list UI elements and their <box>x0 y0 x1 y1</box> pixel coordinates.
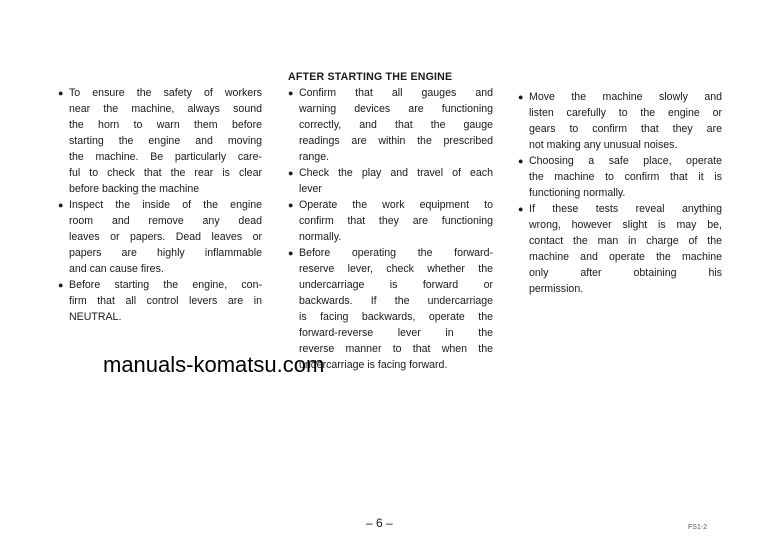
text-line: gears to confirm that they are <box>529 123 722 135</box>
bullet-icon: ● <box>288 168 294 178</box>
bullet-item <box>288 197 493 245</box>
text-line: Inspect the inside of the engine <box>69 199 262 211</box>
text-line: before backing the machine <box>69 183 200 195</box>
bullet-item <box>518 201 722 297</box>
text-line: room and remove any dead <box>69 215 262 227</box>
watermark: manuals-komatsu.com <box>103 352 325 377</box>
text-line: the machine. Be particularly care- <box>69 151 262 163</box>
document-code: FS1-2 <box>688 524 708 531</box>
text-line: backwards. If the undercarriage <box>299 295 493 307</box>
bullet-icon: ● <box>288 248 294 258</box>
text-line: confirm that they are functioning <box>299 215 493 227</box>
bullet-item <box>58 85 262 197</box>
text-line: correctly, and that the gauge <box>299 119 493 131</box>
bullet-icon: ● <box>518 204 524 214</box>
bullet-icon: ● <box>518 92 524 102</box>
text-line: To ensure the safety of workers <box>69 87 262 99</box>
text-line: firm that all control levers are in <box>69 295 262 307</box>
text-line: not making any unusual noises. <box>529 139 678 151</box>
section-heading: AFTER STARTING THE ENGINE <box>288 71 453 83</box>
bullet-icon: ● <box>288 200 294 210</box>
bullet-item <box>58 277 262 325</box>
text-line: reverse manner to that when the <box>299 343 493 355</box>
text-line: Before operating the forward- <box>299 247 493 259</box>
bullet-icon: ● <box>518 156 524 166</box>
column-3 <box>518 89 722 297</box>
text-line: Confirm that all gauges and <box>299 87 493 99</box>
text-line: is facing backwards, operate the <box>299 311 493 323</box>
text-line: Check the play and travel of each <box>299 167 493 179</box>
text-line: Move the machine slowly and <box>529 91 722 103</box>
text-line: Choosing a safe place, operate <box>529 155 722 167</box>
text-line: forward-reverse lever in the <box>299 327 493 339</box>
text-line: undercarriage is forward or <box>299 279 493 291</box>
text-line: undercarriage is facing forward. <box>299 359 448 371</box>
text-line: Operate the work equipment to <box>299 199 493 211</box>
bullet-item <box>518 89 722 153</box>
bullet-icon: ● <box>58 88 64 98</box>
text-line: near the machine, always sound <box>69 103 262 115</box>
text-line: and can cause fires. <box>69 263 164 275</box>
page-number: – 6 – <box>366 516 393 530</box>
text-line: starting the engine and moving <box>69 135 262 147</box>
bullet-icon: ● <box>58 280 64 290</box>
text-line: contact the man in charge of the <box>529 235 722 247</box>
text-line: only after obtaining his <box>529 267 722 279</box>
text-line: functioning normally. <box>529 187 626 199</box>
text-line: the machine to confirm that it is <box>529 171 722 183</box>
text-line: the horn to warn them before <box>69 119 262 131</box>
column-1 <box>58 85 262 325</box>
bullet-icon: ● <box>58 200 64 210</box>
bullet-icon: ● <box>288 88 294 98</box>
text-line: readings are within the prescribed <box>299 135 493 147</box>
text-line: papers are highly inflammable <box>69 247 262 259</box>
text-line: normally. <box>299 231 342 243</box>
text-line: leaves or papers. Dead leaves or <box>69 231 262 243</box>
text-line: range. <box>299 151 330 163</box>
bullet-item <box>518 153 722 201</box>
text-line: Before starting the engine, con- <box>69 279 262 291</box>
text-line: NEUTRAL. <box>69 311 122 323</box>
column-2 <box>288 69 493 373</box>
text-line: permission. <box>529 283 584 295</box>
text-line: listen carefully to the engine or <box>529 107 722 119</box>
text-line: wrong, however slight is may be, <box>529 219 722 231</box>
text-line: If these tests reveal anything <box>529 203 722 215</box>
text-line: lever <box>299 183 322 195</box>
text-line: reserve lever, check whether the <box>299 263 493 275</box>
text-line: machine and operate the machine <box>529 251 722 263</box>
bullet-item <box>288 165 493 197</box>
bullet-item <box>288 85 493 165</box>
text-line: ful to check that the rear is clear <box>69 167 262 179</box>
bullet-item <box>58 197 262 277</box>
text-line: warning devices are functioning <box>299 103 493 115</box>
